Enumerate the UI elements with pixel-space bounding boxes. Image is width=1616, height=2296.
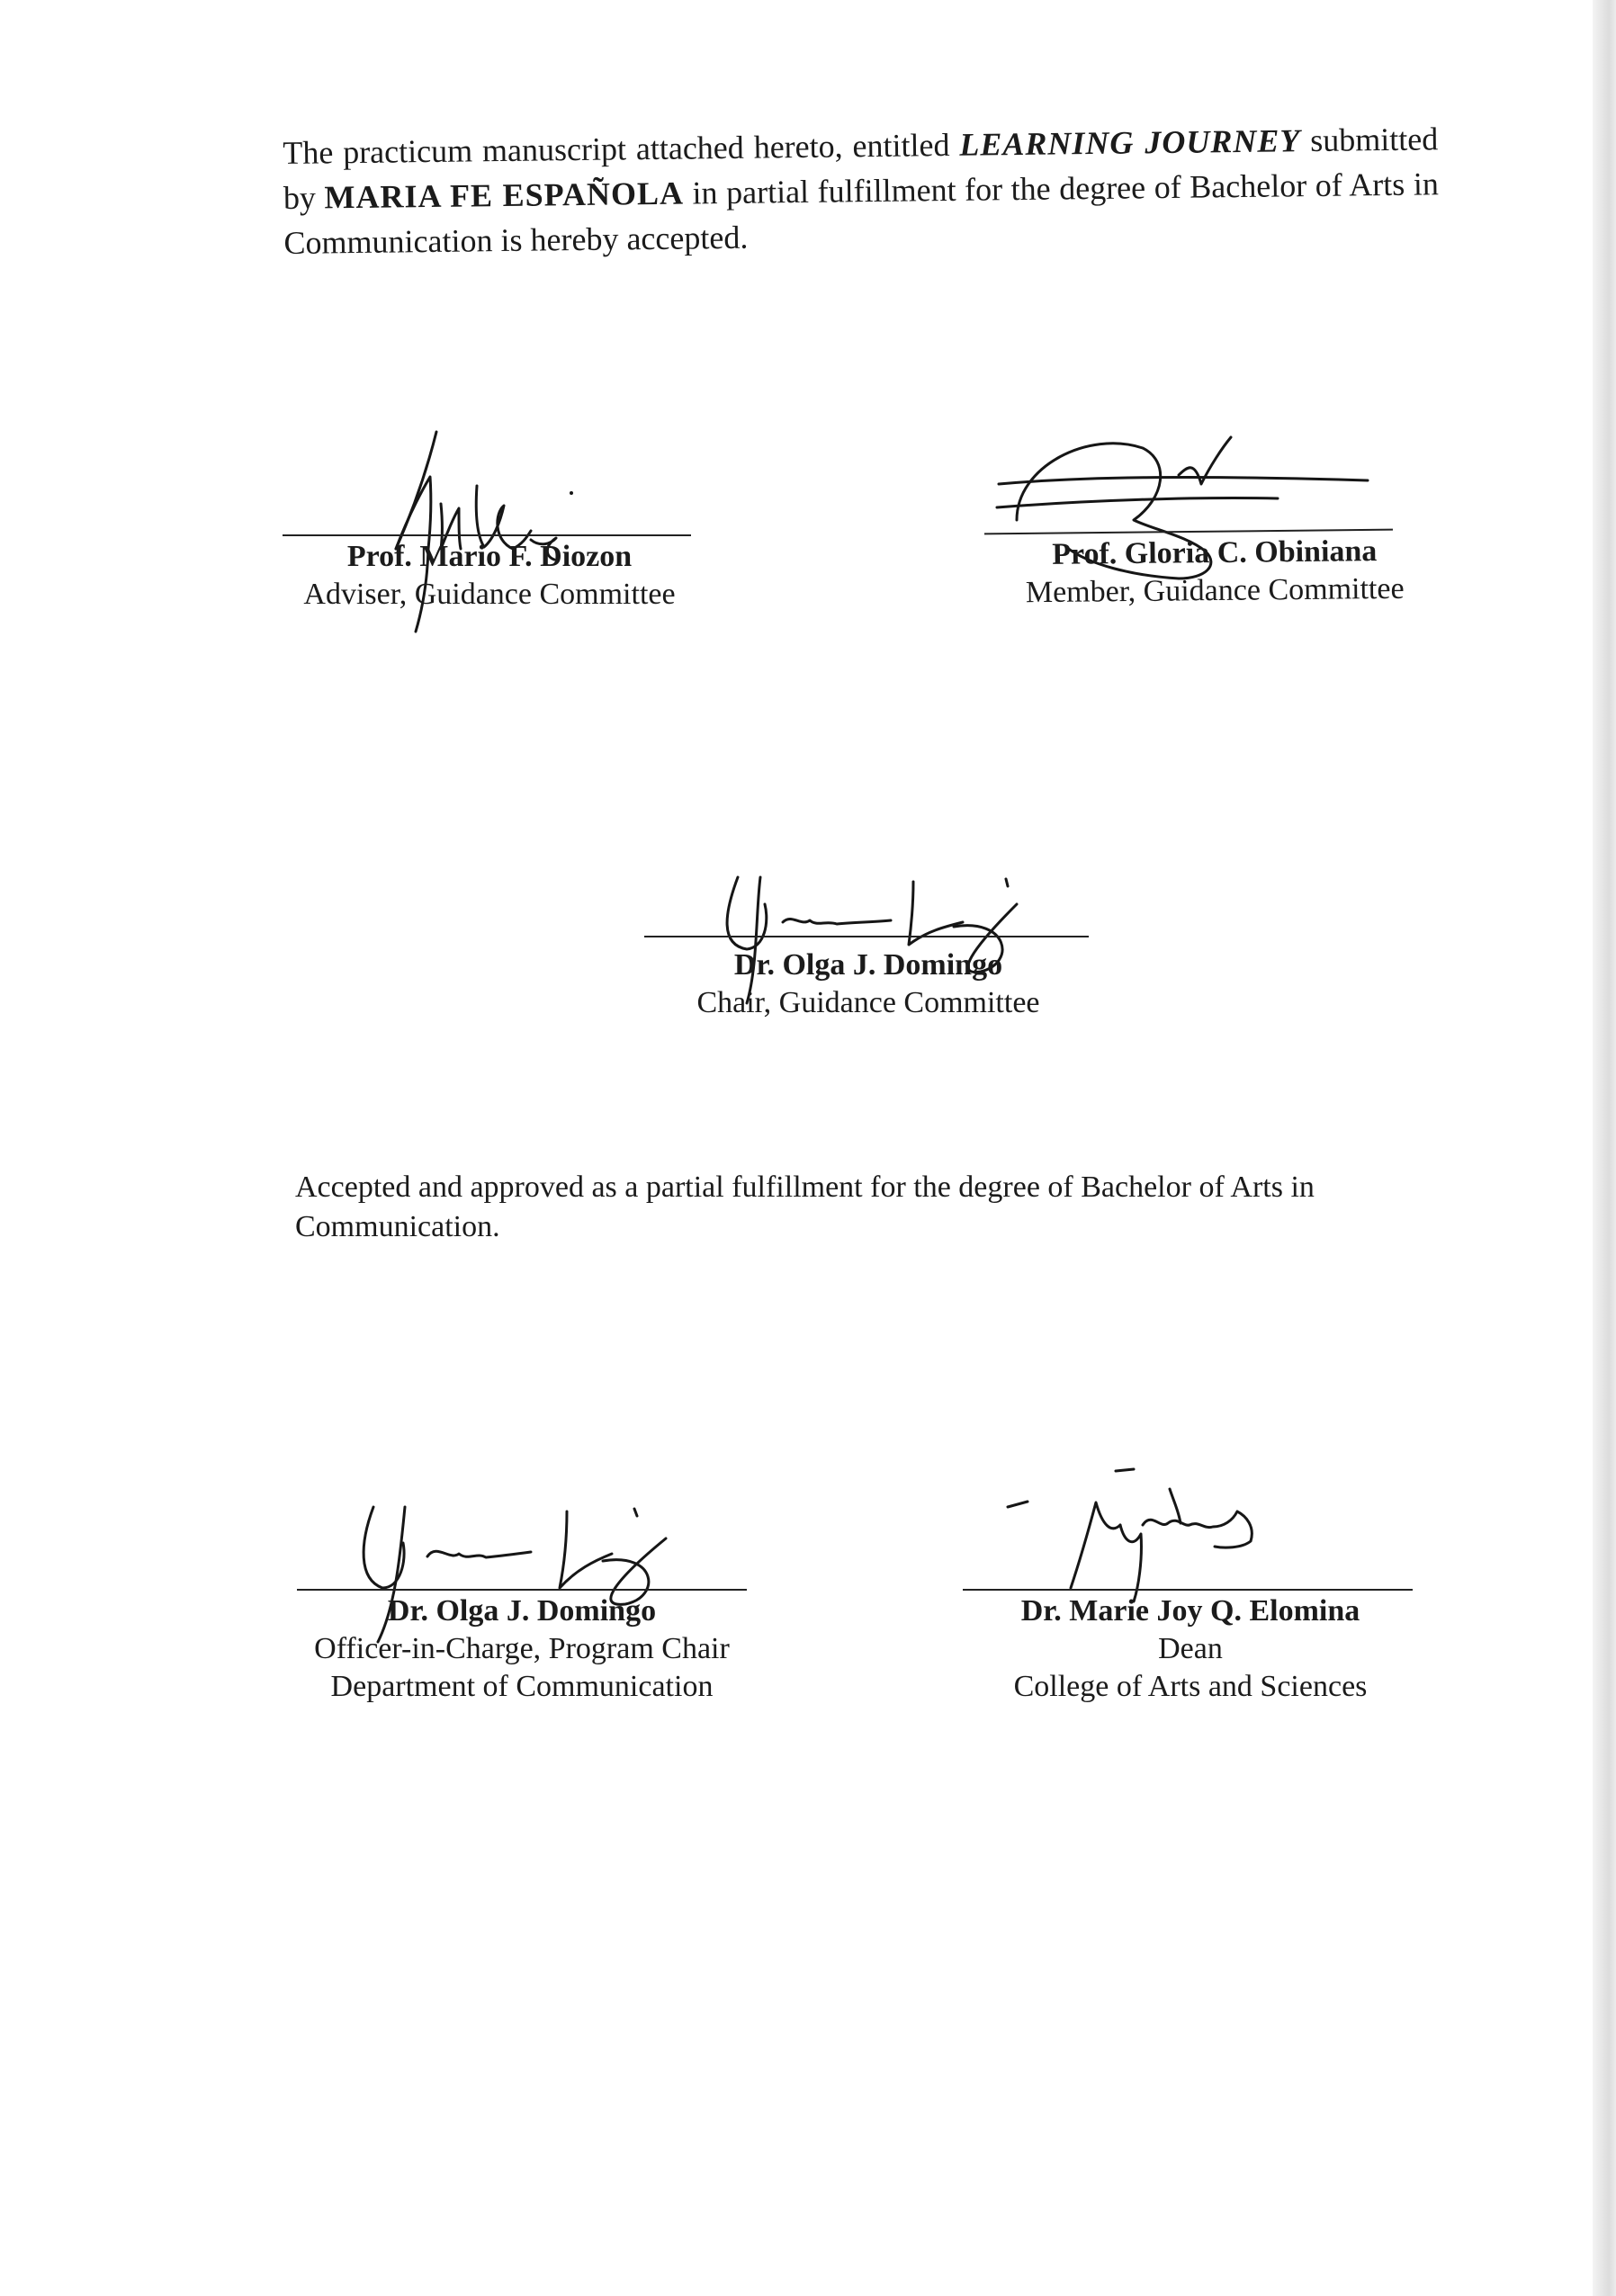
adviser-signature-block bbox=[283, 538, 696, 614]
chair-signature-line bbox=[644, 936, 1089, 937]
chair-name: Dr. Olga J. Domingo bbox=[733, 948, 1003, 982]
program-chair-signature-block bbox=[288, 1592, 756, 1706]
intro-text-suffix: in partial fulfillment for the degree of Bachelor of Arts in Communication is hereby accepted. bbox=[283, 166, 1440, 261]
chair-signature-block bbox=[648, 946, 1089, 1022]
program-chair-name: Dr. Olga J. Domingo bbox=[387, 1594, 657, 1628]
acceptance-paragraph bbox=[283, 116, 1440, 265]
chair-role: Chair, Guidance Committee bbox=[696, 986, 1040, 1019]
intro-text-prefix: The practicum manuscript attached hereto, entitled bbox=[283, 126, 960, 171]
member-signature-block bbox=[990, 532, 1441, 612]
intro-text-middle: submitted by bbox=[283, 121, 1439, 216]
dean-signature-block bbox=[961, 1592, 1420, 1706]
program-chair-signature-line bbox=[297, 1589, 747, 1591]
program-chair-department: Department of Communication bbox=[330, 1670, 714, 1703]
adviser-signature-line bbox=[283, 534, 691, 536]
page-edge-shadow bbox=[1593, 0, 1616, 2296]
dean-college: College of Arts and Sciences bbox=[1013, 1670, 1368, 1703]
approval-paragraph: Accepted and approved as a partial fulfillment for the degree of Bachelor of Arts in Communication. bbox=[295, 1170, 1315, 1243]
adviser-role: Adviser, Guidance Committee bbox=[303, 578, 676, 611]
dean-signature-line bbox=[963, 1589, 1413, 1591]
adviser-name: Prof. Mario F. Diozon bbox=[346, 540, 633, 573]
dean-title: Dean bbox=[1158, 1632, 1223, 1665]
manuscript-title: LEARNING JOURNEY bbox=[959, 122, 1301, 163]
dean-name: Dr. Marie Joy Q. Elomina bbox=[1020, 1594, 1360, 1628]
member-role: Member, Guidance Committee bbox=[1025, 571, 1405, 610]
member-name: Prof. Gloria C. Obiniana bbox=[1052, 534, 1378, 571]
program-chair-role: Officer-in-Charge, Program Chair bbox=[314, 1632, 730, 1665]
author-name: MARIA FE ESPAÑOLA bbox=[324, 175, 685, 216]
